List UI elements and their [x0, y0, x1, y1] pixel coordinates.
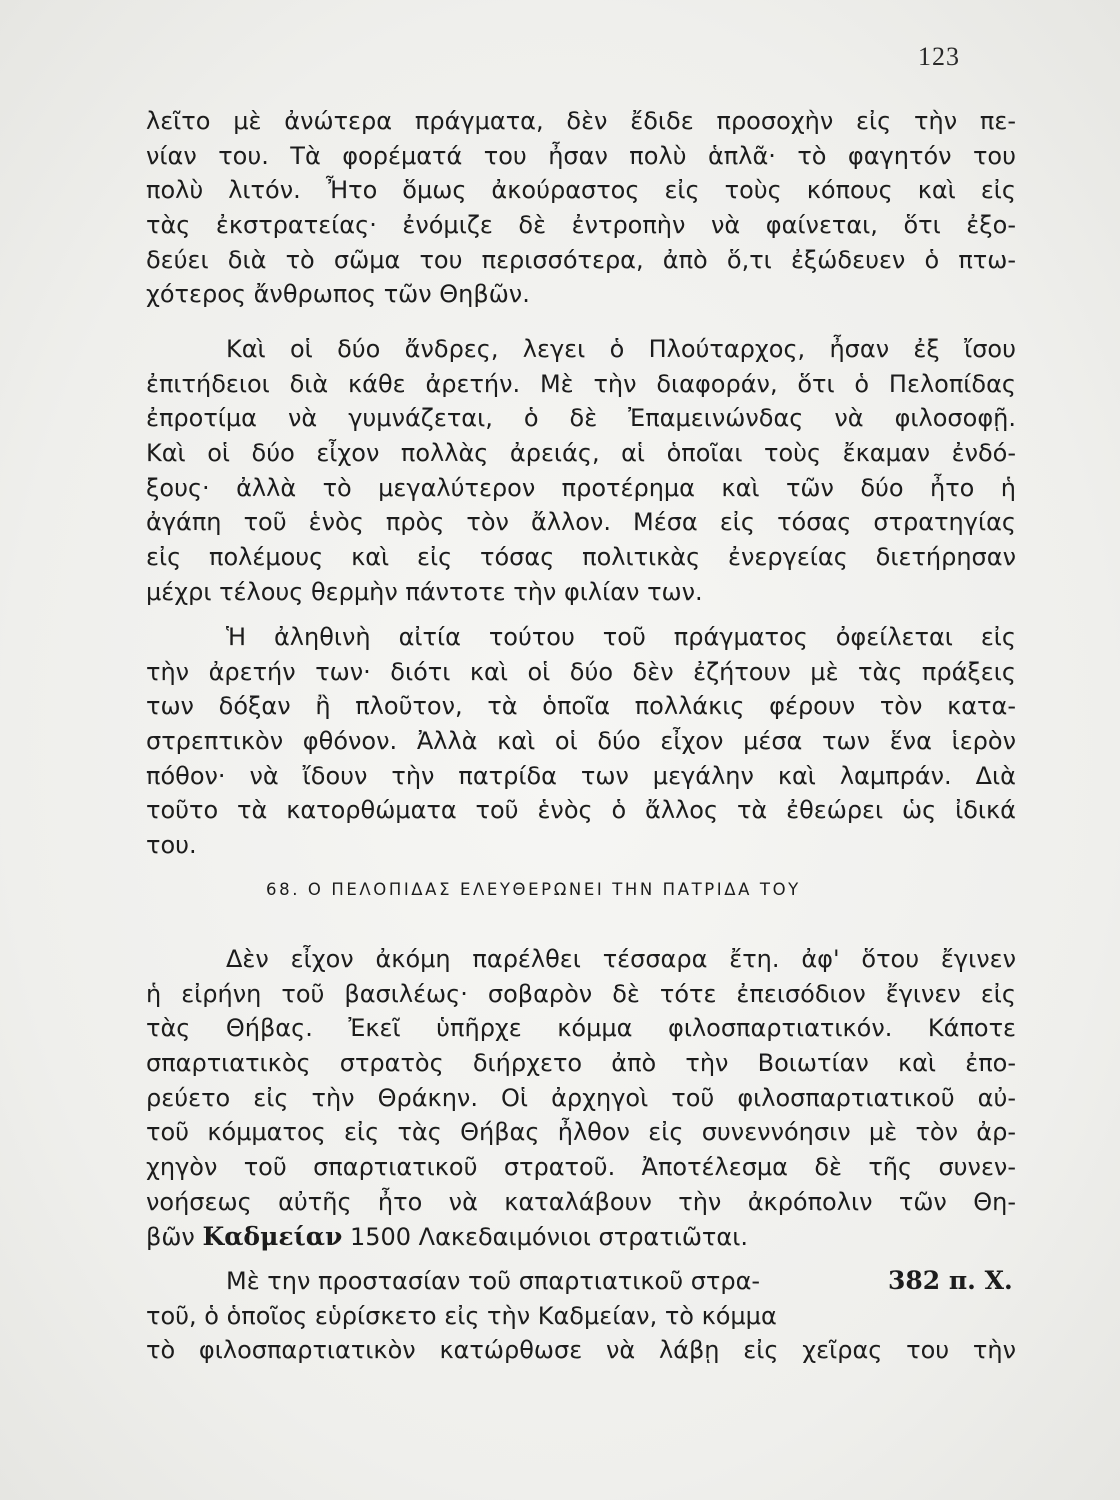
text-line: Δὲν εἶχον ἀκόμη παρέλθει τέσσαρα ἔτη. ἀφ' ὅτου ἔγινεν — [226, 945, 1016, 973]
text-line: τὰς Θήβας. Ἐκεῖ ὑπῆρχε κόμμα φιλοσπαρτιατικόν. Κάποτε — [146, 1014, 1016, 1043]
text-line: ἐπιτήδειοι διὰ κάθε ἀρετήν. Μὲ τὴν διαφοράν, ὅτι ὁ Πελοπίδας — [146, 369, 1016, 398]
text-line: τὸ φιλοσπαρτιατικὸν κατώρθωσε νὰ λάβῃ εἰς χεῖρας του τὴν — [146, 1336, 1016, 1365]
text-line: τοῦ, ὁ ὁποῖος εὑρίσκετο εἰς τὴν Καδμείαν, τὸ κόμμα — [146, 1301, 777, 1330]
text-line: ἡ εἰρήνη τοῦ βασιλέως· σοβαρὸν δὲ τότε ἐπεισόδιον ἔγινεν εἰς — [146, 979, 1016, 1008]
text-line: των δόξαν ἢ πλοῦτον, τὰ ὁποῖα πολλάκις φέρουν τὸν κατα- — [146, 692, 1016, 721]
text-line: τὰς ἐκστρατείας· ἐνόμιζε δὲ ἐντροπὴν νὰ φαίνεται, ὅτι ἐξο- — [146, 211, 1016, 240]
page-number: 123 — [918, 42, 960, 71]
text-line: χηγὸν τοῦ σπαρτιατικοῦ στρατοῦ. Ἀποτέλεσμα δὲ τῆς συνεν- — [146, 1153, 1016, 1182]
text-line: μέχρι τέλους θερμὴν πάντοτε τὴν φιλίαν των. — [146, 577, 703, 606]
section-heading: 68. Ο ΠΕΛΟΠΙΔΑΣ ΕΛΕΥΘΕΡΩΝΕΙ ΤΗΝ ΠΑΤΡΙΔΑ ΤΟΥ — [266, 880, 801, 899]
text-line: τὴν ἀρετήν των· διότι καὶ οἱ δύο δὲν ἐζήτουν μὲ τὰς πράξεις — [146, 657, 1016, 686]
text-line: στρεπτικὸν φθόνον. Ἀλλὰ καὶ οἱ δύο εἶχον μέσα των ἕνα ἱερὸν — [146, 727, 1016, 756]
text-line: Καὶ οἱ δύο εἶχον πολλὰς ἀρειάς, αἱ ὁποῖαι τοὺς ἔκαμαν ἐνδό- — [146, 439, 1016, 468]
text-line: ἀγάπη τοῦ ἑνὸς πρὸς τὸν ἄλλον. Μέσα εἰς τόσας στρατηγίας — [146, 508, 1016, 537]
text-line — [146, 1220, 1016, 1255]
paragraph-5 — [146, 1264, 1016, 1368]
line-start: βῶν — [146, 1222, 195, 1251]
text-line: εἰς πολέμους καὶ εἰς τόσας πολιτικὰς ἐνεργείας διετήρησαν — [146, 543, 1016, 572]
paragraph-3 — [146, 620, 1016, 863]
text-line: Ἡ ἀληθινὴ αἰτία τούτου τοῦ πράγματος ὀφείλεται εἰς — [226, 623, 1016, 651]
text-line: πόθον· νὰ ἴδουν τὴν πατρίδα των μεγάλην καὶ λαμπράν. Διὰ — [146, 761, 1016, 790]
text-line: τοῦτο τὰ κατορθώματα τοῦ ἑνὸς ὁ ἄλλος τὰ ἐθεώρει ὡς ἰδικά — [146, 796, 1016, 825]
paragraph-4 — [146, 942, 1016, 1254]
text-line: ξους· ἀλλὰ τὸ μεγαλύτερον προτέρημα καὶ τῶν δύο ἦτο ἡ — [146, 473, 1016, 502]
text-line: νίαν του. Τὰ φορέματά του ἦσαν πολὺ ἁπλᾶ· τὸ φαγητόν του — [146, 141, 1016, 170]
text-line: τοῦ κόμματος εἰς τὰς Θήβας ἦλθον εἰς συνεννόησιν μὲ τὸν ἀρ- — [146, 1118, 1016, 1147]
text-line: νοήσεως αὐτῆς ἦτο νὰ καταλάβουν τὴν ἀκρόπολιν τῶν Θη- — [146, 1187, 1016, 1216]
text-line: πολὺ λιτόν. Ἦτο ὅμως ἀκούραστος εἰς τοὺς κόπους καὶ εἰς — [146, 176, 1016, 205]
text-line: δεύει διὰ τὸ σῶμα του περισσότερα, ἀπὸ ὅ,τι ἐξώδευεν ὁ πτω- — [146, 245, 1016, 274]
text-line: ἐπροτίμα νὰ γυμνάζεται, ὁ δὲ Ἐπαμεινώνδας νὰ φιλοσοφῇ. — [146, 404, 1016, 433]
text-line: ρεύετο εἰς τὴν Θράκην. Οἱ ἀρχηγοὶ τοῦ φιλοσπαρτιατικοῦ αὐ- — [146, 1083, 1016, 1112]
margin-date-note: 382 π. Χ. — [888, 1266, 1013, 1295]
paragraph-2 — [146, 332, 1016, 610]
paragraph-1 — [146, 104, 1016, 312]
line-end: 1500 Λακεδαιμόνιοι στρατιῶται. — [349, 1222, 748, 1251]
text-line: λεῖτο μὲ ἀνώτερα πράγματα, δὲν ἔδιδε προσοχὴν εἰς τὴν πε- — [146, 107, 1016, 135]
text-line: σπαρτιατικὸς στρατὸς διήρχετο ἀπὸ τὴν Βοιωτίαν καὶ ἐπο- — [146, 1049, 1016, 1078]
text-line: Μὲ την προστασίαν τοῦ σπαρτιατικοῦ στρα- — [226, 1267, 761, 1295]
bold-term: Καδμείαν — [202, 1221, 343, 1251]
text-line: Καὶ οἱ δύο ἄνδρες, λεγει ὁ Πλούταρχος, ἦσαν ἐξ ἴσου — [226, 335, 1016, 363]
text-line: του. — [146, 831, 197, 860]
text-line: χότερος ἄνθρωπος τῶν Θηβῶν. — [146, 280, 530, 309]
